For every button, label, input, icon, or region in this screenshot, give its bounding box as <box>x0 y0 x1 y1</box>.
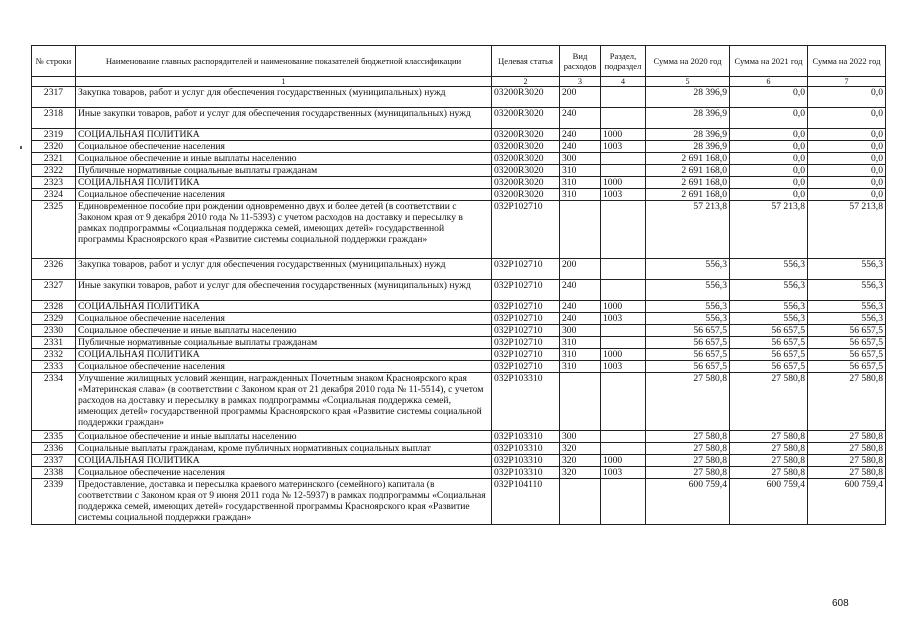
cell-s2021: 0,0 <box>730 177 808 189</box>
scan-mark <box>20 146 22 149</box>
cell-s2022: 57 213,8 <box>808 201 886 259</box>
cell-art: 03200R3020 <box>492 165 560 177</box>
table-row <box>32 349 886 361</box>
cell-vid: 310 <box>560 337 601 349</box>
table-row <box>32 361 886 373</box>
cell-s2021: 27 580,8 <box>730 373 808 431</box>
cell-s2021: 57 213,8 <box>730 201 808 259</box>
cell-s2022: 27 580,8 <box>808 431 886 443</box>
cell-vid: 320 <box>560 443 601 455</box>
cell-razdel: 1000 <box>601 129 646 141</box>
cell-num: 2334 <box>32 373 76 431</box>
header-vid: Вид расходов <box>560 46 601 77</box>
cell-s2021: 27 580,8 <box>730 431 808 443</box>
cell-razdel: 1003 <box>601 313 646 325</box>
cell-s2022: 27 580,8 <box>808 467 886 479</box>
cell-vid: 310 <box>560 165 601 177</box>
cell-vid: 240 <box>560 141 601 153</box>
header-razdel: Раздел, подраздел <box>601 46 646 77</box>
cell-name: Социальное обеспечение и иные выплаты населению <box>76 153 492 165</box>
cell-num: 2319 <box>32 129 76 141</box>
cell-s2021: 0,0 <box>730 87 808 108</box>
cell-s2021: 0,0 <box>730 165 808 177</box>
cell-razdel <box>601 201 646 259</box>
cell-razdel <box>601 443 646 455</box>
cell-num: 2329 <box>32 313 76 325</box>
cell-s2020: 2 691 168,0 <box>646 177 730 189</box>
table-row <box>32 141 886 153</box>
cell-name: Социальное обеспечение и иные выплаты населению <box>76 325 492 337</box>
cell-vid: 240 <box>560 301 601 313</box>
cell-s2022: 556,3 <box>808 313 886 325</box>
cell-s2021: 56 657,5 <box>730 325 808 337</box>
table-row <box>32 313 886 325</box>
cell-s2020: 556,3 <box>646 301 730 313</box>
table-row <box>32 301 886 313</box>
cell-vid: 300 <box>560 431 601 443</box>
cell-num: 2321 <box>32 153 76 165</box>
table-row <box>32 153 886 165</box>
table-row <box>32 189 886 201</box>
cell-num: 2318 <box>32 108 76 129</box>
cell-vid: 310 <box>560 349 601 361</box>
column-number: 1 <box>76 77 492 87</box>
cell-s2022: 56 657,5 <box>808 349 886 361</box>
cell-art: 032P102710 <box>492 313 560 325</box>
column-number: 6 <box>730 77 808 87</box>
cell-s2022: 0,0 <box>808 165 886 177</box>
cell-s2022: 56 657,5 <box>808 325 886 337</box>
budget-table <box>31 45 886 525</box>
column-number: 7 <box>808 77 886 87</box>
cell-num: 2337 <box>32 455 76 467</box>
cell-name: Публичные нормативные социальные выплаты гражданам <box>76 337 492 349</box>
column-numbers-row <box>32 77 886 87</box>
cell-art: 032P102710 <box>492 325 560 337</box>
cell-num: 2320 <box>32 141 76 153</box>
cell-s2021: 0,0 <box>730 189 808 201</box>
cell-s2020: 56 657,5 <box>646 349 730 361</box>
cell-s2022: 556,3 <box>808 280 886 301</box>
column-number-blank <box>32 77 76 87</box>
cell-s2022: 56 657,5 <box>808 361 886 373</box>
cell-name: Социальное обеспечение населения <box>76 313 492 325</box>
cell-num: 2333 <box>32 361 76 373</box>
cell-razdel <box>601 280 646 301</box>
cell-name: Социальное обеспечение населения <box>76 361 492 373</box>
table-row <box>32 129 886 141</box>
cell-art: 032P103310 <box>492 431 560 443</box>
cell-s2021: 600 759,4 <box>730 479 808 525</box>
cell-name: Социальное обеспечение населения <box>76 141 492 153</box>
cell-s2022: 556,3 <box>808 301 886 313</box>
table-row <box>32 455 886 467</box>
cell-razdel <box>601 325 646 337</box>
table-row <box>32 280 886 301</box>
cell-razdel: 1003 <box>601 141 646 153</box>
cell-name: Иные закупки товаров, работ и услуг для обеспечения государственных (муниципальных) нужд <box>76 280 492 301</box>
cell-art: 032P102710 <box>492 361 560 373</box>
cell-s2021: 56 657,5 <box>730 361 808 373</box>
cell-name: СОЦИАЛЬНАЯ ПОЛИТИКА <box>76 455 492 467</box>
cell-s2020: 27 580,8 <box>646 373 730 431</box>
cell-s2020: 56 657,5 <box>646 337 730 349</box>
cell-s2020: 600 759,4 <box>646 479 730 525</box>
cell-s2020: 27 580,8 <box>646 443 730 455</box>
cell-s2020: 28 396,9 <box>646 87 730 108</box>
cell-vid: 200 <box>560 87 601 108</box>
cell-num: 2330 <box>32 325 76 337</box>
cell-vid: 300 <box>560 325 601 337</box>
table-row <box>32 467 886 479</box>
cell-art: 032P102710 <box>492 259 560 280</box>
cell-s2021: 0,0 <box>730 141 808 153</box>
cell-vid: 320 <box>560 455 601 467</box>
cell-art: 032P103310 <box>492 443 560 455</box>
header-num: № строки <box>32 46 76 77</box>
table-row <box>32 177 886 189</box>
cell-name: Предоставление, доставка и пересылка краевого материнского (семейного) капитала (в соответствии с Законом края от 9 июня 2011 года № 12-5937) в рамках подпрограммы «Социальная поддержка семей, имеющих детей» государственной программы Красноярского края «Развитие системы социальной поддержки граждан» <box>76 479 492 525</box>
cell-razdel <box>601 431 646 443</box>
table-row <box>32 337 886 349</box>
cell-art: 03200R3020 <box>492 108 560 129</box>
cell-vid: 310 <box>560 361 601 373</box>
cell-s2022: 0,0 <box>808 141 886 153</box>
cell-name: СОЦИАЛЬНАЯ ПОЛИТИКА <box>76 129 492 141</box>
header-sum-2022: Сумма на 2022 год <box>808 46 886 77</box>
cell-razdel: 1000 <box>601 177 646 189</box>
cell-art: 032P102710 <box>492 349 560 361</box>
cell-razdel <box>601 87 646 108</box>
cell-name: Социальное обеспечение населения <box>76 467 492 479</box>
cell-s2020: 56 657,5 <box>646 325 730 337</box>
cell-name: Улучшение жилищных условий женщин, награжденных Почетным знаком Красноярского края «Материнская слава» (в соответствии с Законом края от 21 декабря 2010 года № 11-5514), с учетом расходов на доставку и пересылку в рамках подпрограммы «Социальная поддержка семей, имеющих детей» государственной программы Красноярского края «Развитие системы социальной поддержки граждан» <box>76 373 492 431</box>
cell-s2020: 2 691 168,0 <box>646 165 730 177</box>
cell-num: 2336 <box>32 443 76 455</box>
cell-art: 032P102710 <box>492 201 560 259</box>
cell-name: Социальные выплаты гражданам, кроме публичных нормативных социальных выплат <box>76 443 492 455</box>
cell-num: 2339 <box>32 479 76 525</box>
cell-name: Иные закупки товаров, работ и услуг для обеспечения государственных (муниципальных) нужд <box>76 108 492 129</box>
column-number: 5 <box>646 77 730 87</box>
header-name: Наименование главных распорядителей и наименование показателей бюджетной классификации <box>76 46 492 77</box>
cell-s2020: 27 580,8 <box>646 455 730 467</box>
cell-name: Закупка товаров, работ и услуг для обеспечения государственных (муниципальных) нужд <box>76 87 492 108</box>
table-row <box>32 443 886 455</box>
cell-art: 03200R3020 <box>492 189 560 201</box>
cell-s2021: 556,3 <box>730 313 808 325</box>
cell-vid: 200 <box>560 259 601 280</box>
cell-s2020: 56 657,5 <box>646 361 730 373</box>
cell-s2022: 0,0 <box>808 129 886 141</box>
cell-vid <box>560 373 601 431</box>
cell-s2020: 2 691 168,0 <box>646 153 730 165</box>
cell-s2020: 57 213,8 <box>646 201 730 259</box>
cell-name: Единовременное пособие при рождении одновременно двух и более детей (в соответствии с Законом края от 9 декабря 2010 года № 11-5393) с учетом расходов на доставку и пересылку в рамках подпрограммы «Социальная поддержка семей, имеющих детей» государственной программы Красноярского края «Развитие системы социальной поддержки граждан» <box>76 201 492 259</box>
cell-num: 2338 <box>32 467 76 479</box>
cell-name: СОЦИАЛЬНАЯ ПОЛИТИКА <box>76 177 492 189</box>
table-body <box>32 87 886 525</box>
cell-razdel <box>601 153 646 165</box>
cell-num: 2323 <box>32 177 76 189</box>
cell-razdel: 1000 <box>601 301 646 313</box>
cell-s2020: 28 396,9 <box>646 108 730 129</box>
cell-num: 2331 <box>32 337 76 349</box>
cell-s2021: 0,0 <box>730 129 808 141</box>
cell-s2021: 556,3 <box>730 280 808 301</box>
cell-art: 03200R3020 <box>492 177 560 189</box>
cell-num: 2335 <box>32 431 76 443</box>
cell-num: 2332 <box>32 349 76 361</box>
cell-num: 2326 <box>32 259 76 280</box>
table-row <box>32 108 886 129</box>
column-number: 2 <box>492 77 560 87</box>
cell-s2022: 0,0 <box>808 153 886 165</box>
column-number: 4 <box>601 77 646 87</box>
cell-art: 03200R3020 <box>492 87 560 108</box>
table-row <box>32 87 886 108</box>
cell-s2022: 600 759,4 <box>808 479 886 525</box>
cell-s2021: 27 580,8 <box>730 443 808 455</box>
cell-s2022: 27 580,8 <box>808 443 886 455</box>
table-row <box>32 373 886 431</box>
cell-razdel <box>601 373 646 431</box>
cell-s2021: 27 580,8 <box>730 455 808 467</box>
cell-s2022: 27 580,8 <box>808 373 886 431</box>
cell-art: 032P102710 <box>492 280 560 301</box>
cell-vid: 310 <box>560 189 601 201</box>
cell-s2022: 56 657,5 <box>808 337 886 349</box>
cell-vid: 240 <box>560 129 601 141</box>
header-sum-2020: Сумма на 2020 год <box>646 46 730 77</box>
cell-s2020: 556,3 <box>646 313 730 325</box>
cell-s2021: 556,3 <box>730 301 808 313</box>
cell-name: СОЦИАЛЬНАЯ ПОЛИТИКА <box>76 349 492 361</box>
cell-num: 2322 <box>32 165 76 177</box>
cell-razdel <box>601 337 646 349</box>
cell-s2020: 556,3 <box>646 280 730 301</box>
header-row <box>32 46 886 77</box>
cell-art: 032P103310 <box>492 373 560 431</box>
cell-vid: 240 <box>560 108 601 129</box>
cell-vid: 240 <box>560 313 601 325</box>
cell-num: 2328 <box>32 301 76 313</box>
cell-razdel <box>601 259 646 280</box>
cell-razdel <box>601 479 646 525</box>
cell-art: 032P103310 <box>492 467 560 479</box>
cell-s2021: 56 657,5 <box>730 349 808 361</box>
cell-art: 032P102710 <box>492 301 560 313</box>
cell-s2021: 556,3 <box>730 259 808 280</box>
cell-name: Закупка товаров, работ и услуг для обеспечения государственных (муниципальных) нужд <box>76 259 492 280</box>
column-number: 3 <box>560 77 601 87</box>
cell-s2021: 0,0 <box>730 108 808 129</box>
cell-razdel: 1000 <box>601 349 646 361</box>
cell-num: 2325 <box>32 201 76 259</box>
cell-razdel: 1000 <box>601 455 646 467</box>
cell-s2020: 27 580,8 <box>646 431 730 443</box>
cell-name: Социальное обеспечение населения <box>76 189 492 201</box>
cell-s2021: 56 657,5 <box>730 337 808 349</box>
cell-s2022: 0,0 <box>808 189 886 201</box>
cell-vid: 320 <box>560 467 601 479</box>
cell-vid <box>560 201 601 259</box>
cell-razdel <box>601 108 646 129</box>
header-sum-2021: Сумма на 2021 год <box>730 46 808 77</box>
cell-s2022: 27 580,8 <box>808 455 886 467</box>
cell-vid <box>560 479 601 525</box>
cell-num: 2317 <box>32 87 76 108</box>
cell-name: Публичные нормативные социальные выплаты гражданам <box>76 165 492 177</box>
cell-s2022: 0,0 <box>808 108 886 129</box>
cell-art: 032P104110 <box>492 479 560 525</box>
page-number: 608 <box>832 598 849 609</box>
cell-razdel <box>601 165 646 177</box>
cell-art: 03200R3020 <box>492 129 560 141</box>
cell-name: Социальное обеспечение и иные выплаты населению <box>76 431 492 443</box>
cell-s2020: 28 396,9 <box>646 129 730 141</box>
cell-art: 03200R3020 <box>492 141 560 153</box>
cell-s2021: 0,0 <box>730 153 808 165</box>
table-row <box>32 259 886 280</box>
cell-s2020: 27 580,8 <box>646 467 730 479</box>
cell-razdel: 1003 <box>601 361 646 373</box>
cell-s2022: 0,0 <box>808 177 886 189</box>
cell-vid: 300 <box>560 153 601 165</box>
cell-razdel: 1003 <box>601 467 646 479</box>
table-row <box>32 201 886 259</box>
table-row <box>32 431 886 443</box>
cell-num: 2324 <box>32 189 76 201</box>
cell-name: СОЦИАЛЬНАЯ ПОЛИТИКА <box>76 301 492 313</box>
cell-razdel: 1003 <box>601 189 646 201</box>
table-row <box>32 479 886 525</box>
cell-s2022: 0,0 <box>808 87 886 108</box>
cell-s2020: 2 691 168,0 <box>646 189 730 201</box>
cell-art: 03200R3020 <box>492 153 560 165</box>
cell-s2020: 28 396,9 <box>646 141 730 153</box>
cell-s2020: 556,3 <box>646 259 730 280</box>
cell-num: 2327 <box>32 280 76 301</box>
cell-s2022: 556,3 <box>808 259 886 280</box>
cell-vid: 240 <box>560 280 601 301</box>
cell-art: 032P102710 <box>492 337 560 349</box>
cell-vid: 310 <box>560 177 601 189</box>
header-art: Целевая статья <box>492 46 560 77</box>
cell-s2021: 27 580,8 <box>730 467 808 479</box>
table-row <box>32 165 886 177</box>
cell-art: 032P103310 <box>492 455 560 467</box>
table-row <box>32 325 886 337</box>
